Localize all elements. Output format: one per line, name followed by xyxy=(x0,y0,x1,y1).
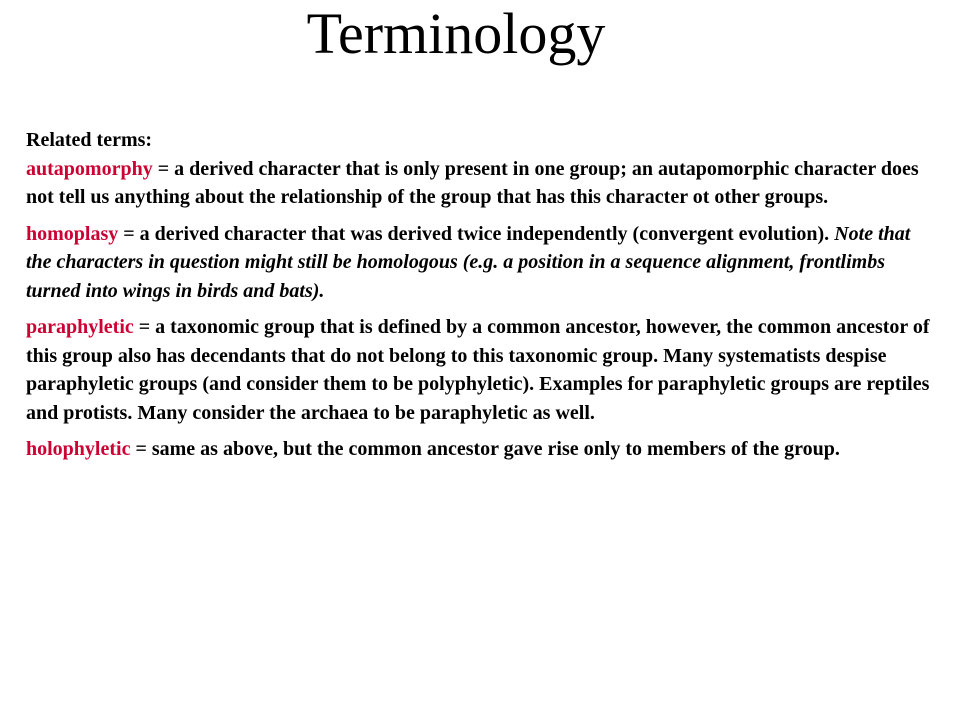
definition-homoplasy: = a derived character that was derived twice independently (convergent evolution). xyxy=(118,222,835,245)
term-homoplasy: homoplasy xyxy=(26,222,119,245)
definition-holophyletic: = same as above, but the common ancestor gave rise only to members of the group. xyxy=(130,438,840,460)
term-paragraph-paraphyletic xyxy=(26,313,931,427)
term-paragraph-holophyletic xyxy=(26,435,931,464)
definition-paraphyletic: = a taxonomic group that is defined by a common ancestor, however, the common ancestor of this group also has decendants that do not belong to this taxonomic group. Many systematists despise paraphyletic groups (and consider them to be polyphyletic). Examples for paraphyletic groups are reptiles and protists. Many consider the archaea to be paraphyletic as well. xyxy=(26,316,930,424)
slide-title: Terminology xyxy=(306,1,606,66)
intro-label: Related terms: xyxy=(26,129,153,151)
note-homoplasy: Note that the characters in question might still be homologous (e.g. a position in a sequence alignment, frontlimbs turned into wings in birds and bats). xyxy=(26,222,911,302)
term-autapomorphy: autapomorphy xyxy=(26,157,153,180)
definition-autapomorphy: = a derived character that is only present in one group; an autapomorphic character does not tell us anything about the relationship of the group that has this character ot other groups. xyxy=(26,157,919,208)
slide-body xyxy=(26,126,931,472)
term-paragraph-autapomorphy xyxy=(26,126,931,212)
term-paraphyletic: paraphyletic xyxy=(26,316,134,338)
term-paragraph-homoplasy xyxy=(26,220,931,306)
term-holophyletic: holophyletic xyxy=(26,438,131,460)
